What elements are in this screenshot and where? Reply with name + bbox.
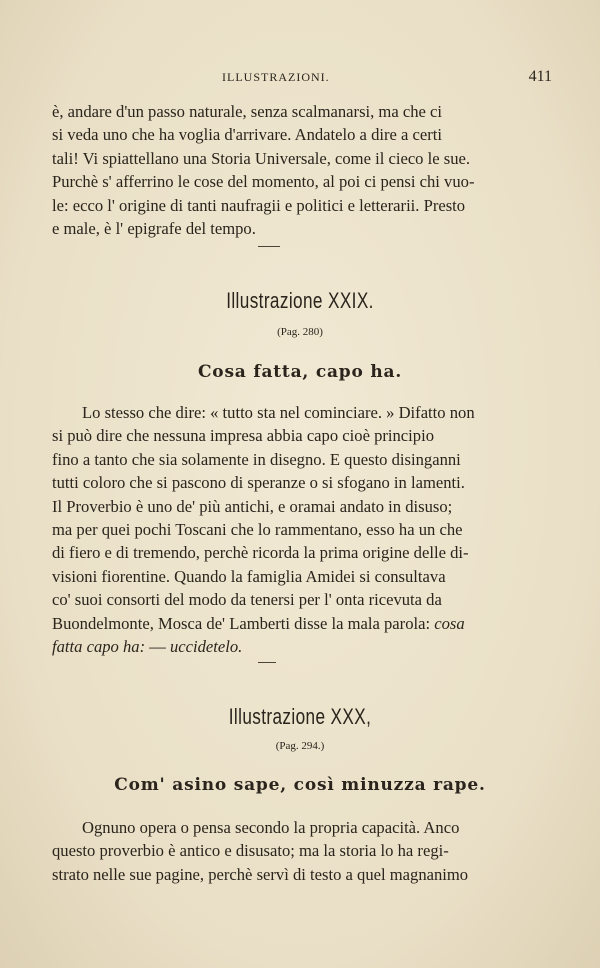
- text-line: si può dire che nessuna impresa abbia capo cioè principio: [52, 426, 434, 446]
- text-line: visioni fiorentine. Quando la famiglia Amidei si consultava: [52, 566, 446, 586]
- text-line: [52, 612, 552, 635]
- illustration-body: [52, 401, 552, 658]
- text-line: Ognuno opera o pensa secondo la propria capacità. Anco: [82, 818, 460, 837]
- page-reference: (Pag. 280): [277, 326, 323, 338]
- illustration-title: Illustrazione XXX,: [228, 704, 372, 729]
- page-header: [52, 70, 552, 92]
- illustration-title: Illustrazione XXIX.: [226, 288, 374, 313]
- page-reference: (Pag. 294.): [275, 740, 325, 752]
- text-line: è, andare d'un passo naturale, senza scalmanarsi, ma che ci: [52, 102, 443, 121]
- text-line: ma per quei pochi Toscani che lo rammentano, esso ha un che: [52, 520, 463, 540]
- text-line: tali! Vi spiattellano una Storia Universale, come il cieco le sue.: [52, 148, 471, 168]
- text-line: questo proverbio è antico e disusato; ma la storia lo ha regi-: [52, 841, 449, 861]
- italic-quote: uccidetelo.: [170, 637, 243, 657]
- text-line: si veda uno che ha voglia d'arrivare. Andatelo a dire a certi: [52, 125, 443, 145]
- text-line: strato nelle sue pagine, perchè servì di testo a quel magnanimo: [52, 864, 469, 884]
- section-divider: [258, 246, 280, 247]
- section-divider: [258, 662, 276, 663]
- text-line: Lo stesso che dire: « tutto sta nel cominciare. » Difatto non: [82, 403, 475, 422]
- proverb-heading: Cosa fatta, capo ha.: [197, 362, 403, 382]
- illustration-body: [52, 816, 552, 886]
- em-dash: —: [145, 637, 170, 657]
- text-line: Purchè s' afferrino le cose del momento, al poi ci pensi chi vuo-: [52, 172, 475, 192]
- text-line: le: ecco l' origine di tanti naufragii e politici e letterarii. Presto: [52, 195, 466, 215]
- text-line: [52, 635, 552, 658]
- text-line: tutti coloro che si pascono di speranze o si sfogano in lamenti.: [52, 473, 465, 493]
- page-number: 411: [528, 68, 552, 85]
- text-line: Il Proverbio è uno de' più antichi, e oramai andato in disuso;: [52, 496, 453, 516]
- text-line: di fiero e di tremendo, perchè ricorda la prima origine delle di-: [52, 543, 469, 563]
- text-segment: Buondelmonte, Mosca de' Lamberti disse la mala parola:: [52, 613, 431, 633]
- paragraph-continuation: [52, 100, 552, 240]
- italic-quote: cosa: [434, 613, 465, 633]
- text-line: co' suoi consorti del modo da tenersi per l' onta ricevuta da: [52, 590, 442, 610]
- proverb-heading: Com' asino sape, così minuzza rape.: [114, 775, 486, 795]
- italic-quote: fatta capo ha:: [52, 637, 146, 657]
- text-line: fino a tanto che sia solamente in disegno. E questo disinganni: [52, 449, 461, 469]
- running-head: ILLUSTRAZIONI.: [222, 70, 330, 84]
- text-line: e male, è l' epigrafe del tempo.: [52, 219, 256, 239]
